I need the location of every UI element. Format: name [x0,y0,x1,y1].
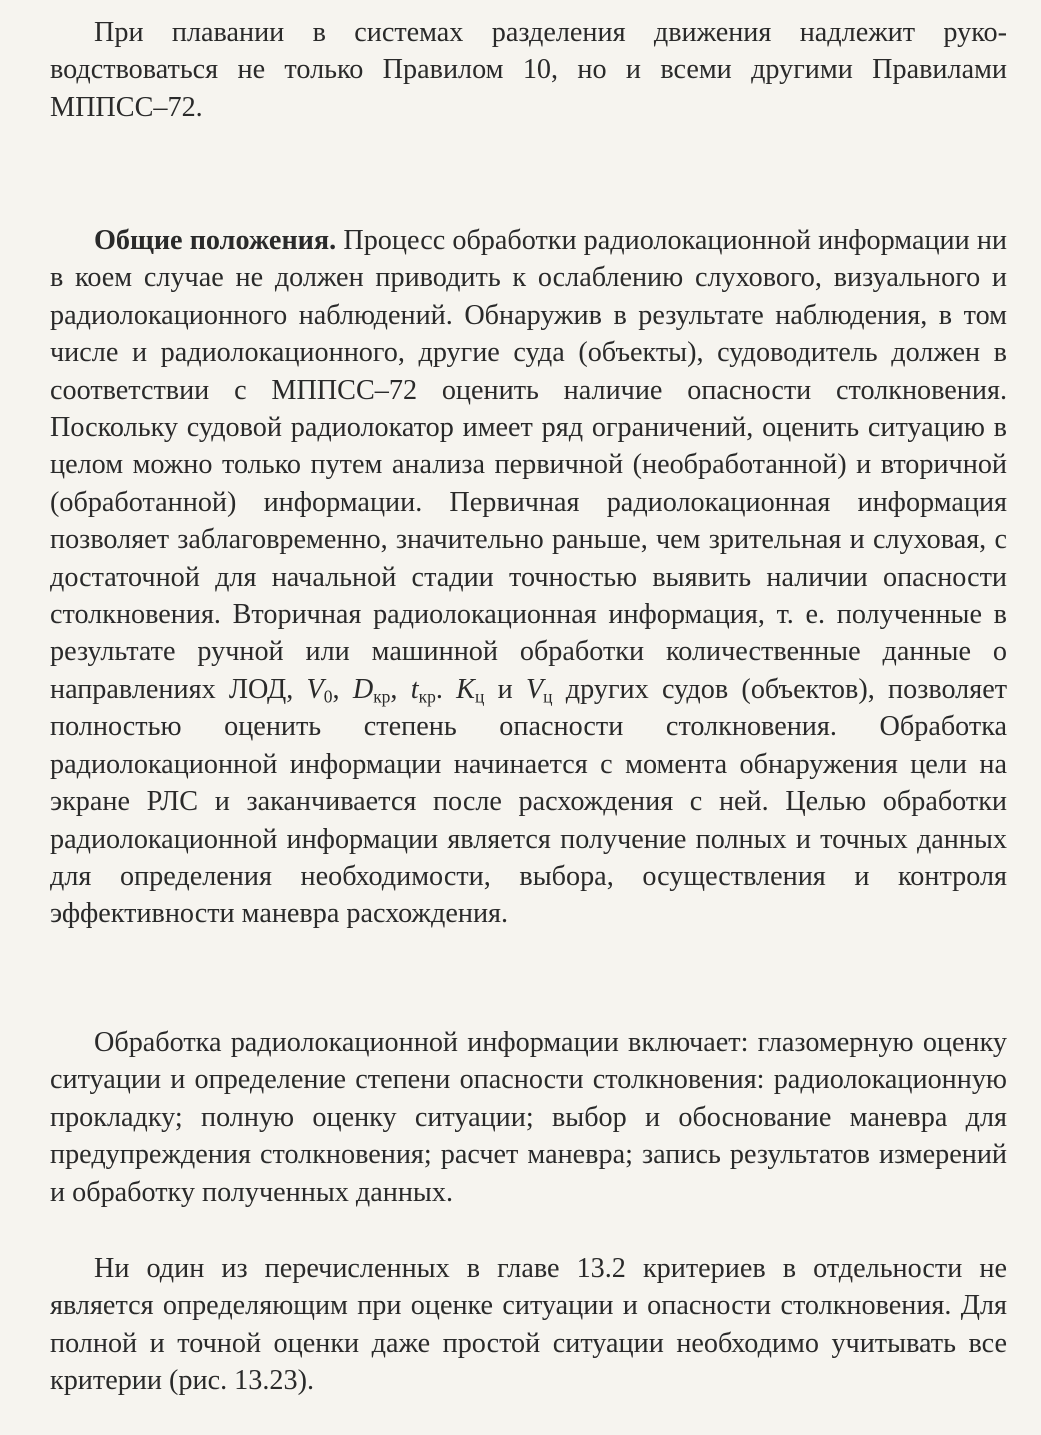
paragraph-text-part-b: других судов (объектов), позволяет полностью оценить степень опасности столкновения. Обработка радиолокационной информации начинается с момента обнаружения цели на экране РЛС и заканчивается после расхождения с ней. Целью обработки радиолокационной информации является получение полных и точных данных для определения необходимости, выбора, осуществления и контроля эффективности маневра расхождения. [50,673,1008,930]
symbol-dkr: D [352,673,374,705]
symbol-kc: K [456,673,475,705]
criteria-paragraph: Ни один из перечисленных в главе 13.2 критериев в отдельности не является определяющим при оценке ситуации и опасности столкновения. Для полной и точной оценки даже простой ситуации необходимо учитывать все критерии (рис. 13.23). [50,1253,1007,1397]
section-lead-heading: Общие положения. [94,225,337,256]
general-provisions-paragraph [50,222,1007,933]
intro-paragraph: При плавании в системах разделения движения надлежит руководствоваться не только Правилом 10, но и всеми другими Правилами МППСС–72. [50,17,1007,123]
symbol-kc-subscript: ц [474,686,485,707]
separator: и [484,673,526,705]
symbol-dkr-subscript: кр [373,686,391,707]
symbol-vc-subscript: ц [543,686,553,707]
symbol-vc: V [525,673,544,705]
paragraph-text-part-a: Процесс обработки радиолокационной информации ни в коем случае не должен приводить к ослаблению слухового, визуального и радиолокационного наблюдений. Обнаружив в результате наблюдения, в том числе и радиолокационного, другие суда (объекты), судоводитель должен в соответствии с МППСС–72 оценить наличие опасности столкновения. Поскольку судовой радиолокатор имеет ряд ограничений, оценить ситуацию в целом можно только путем анализа первичной (необработанной) и вторичной (обработанной) информации. Первичная радиолокационная информация позволяет заблаговременно, значительно раньше, чем зрительная и слуховая, с достаточной для начальной стадии точностью выявить наличии опасности столкновения. Вторичная радиолокационная информация, т. е. полученные в результате ручной или машинной обработки количественные данные о направлениях ЛОД, [50,225,1008,705]
symbol-v0: V [306,673,324,705]
separator: . [435,673,457,705]
symbol-v0-subscript: 0 [323,686,333,707]
symbol-tkr: t [410,673,419,705]
separator: , [332,673,353,705]
symbol-tkr-subscript: кр [418,686,436,707]
processing-includes-paragraph: Обработка радиолокационной информации включает: глазомерную оценку ситуации и определение степени опасности столкновения: радиолокационную прокладку; полную оценку ситуации; выбор и обоснование маневра для предупреждения столкновения; расчет маневра; запись результатов измерений и обработку полученных данных. [50,1027,1007,1208]
separator: , [390,673,411,705]
